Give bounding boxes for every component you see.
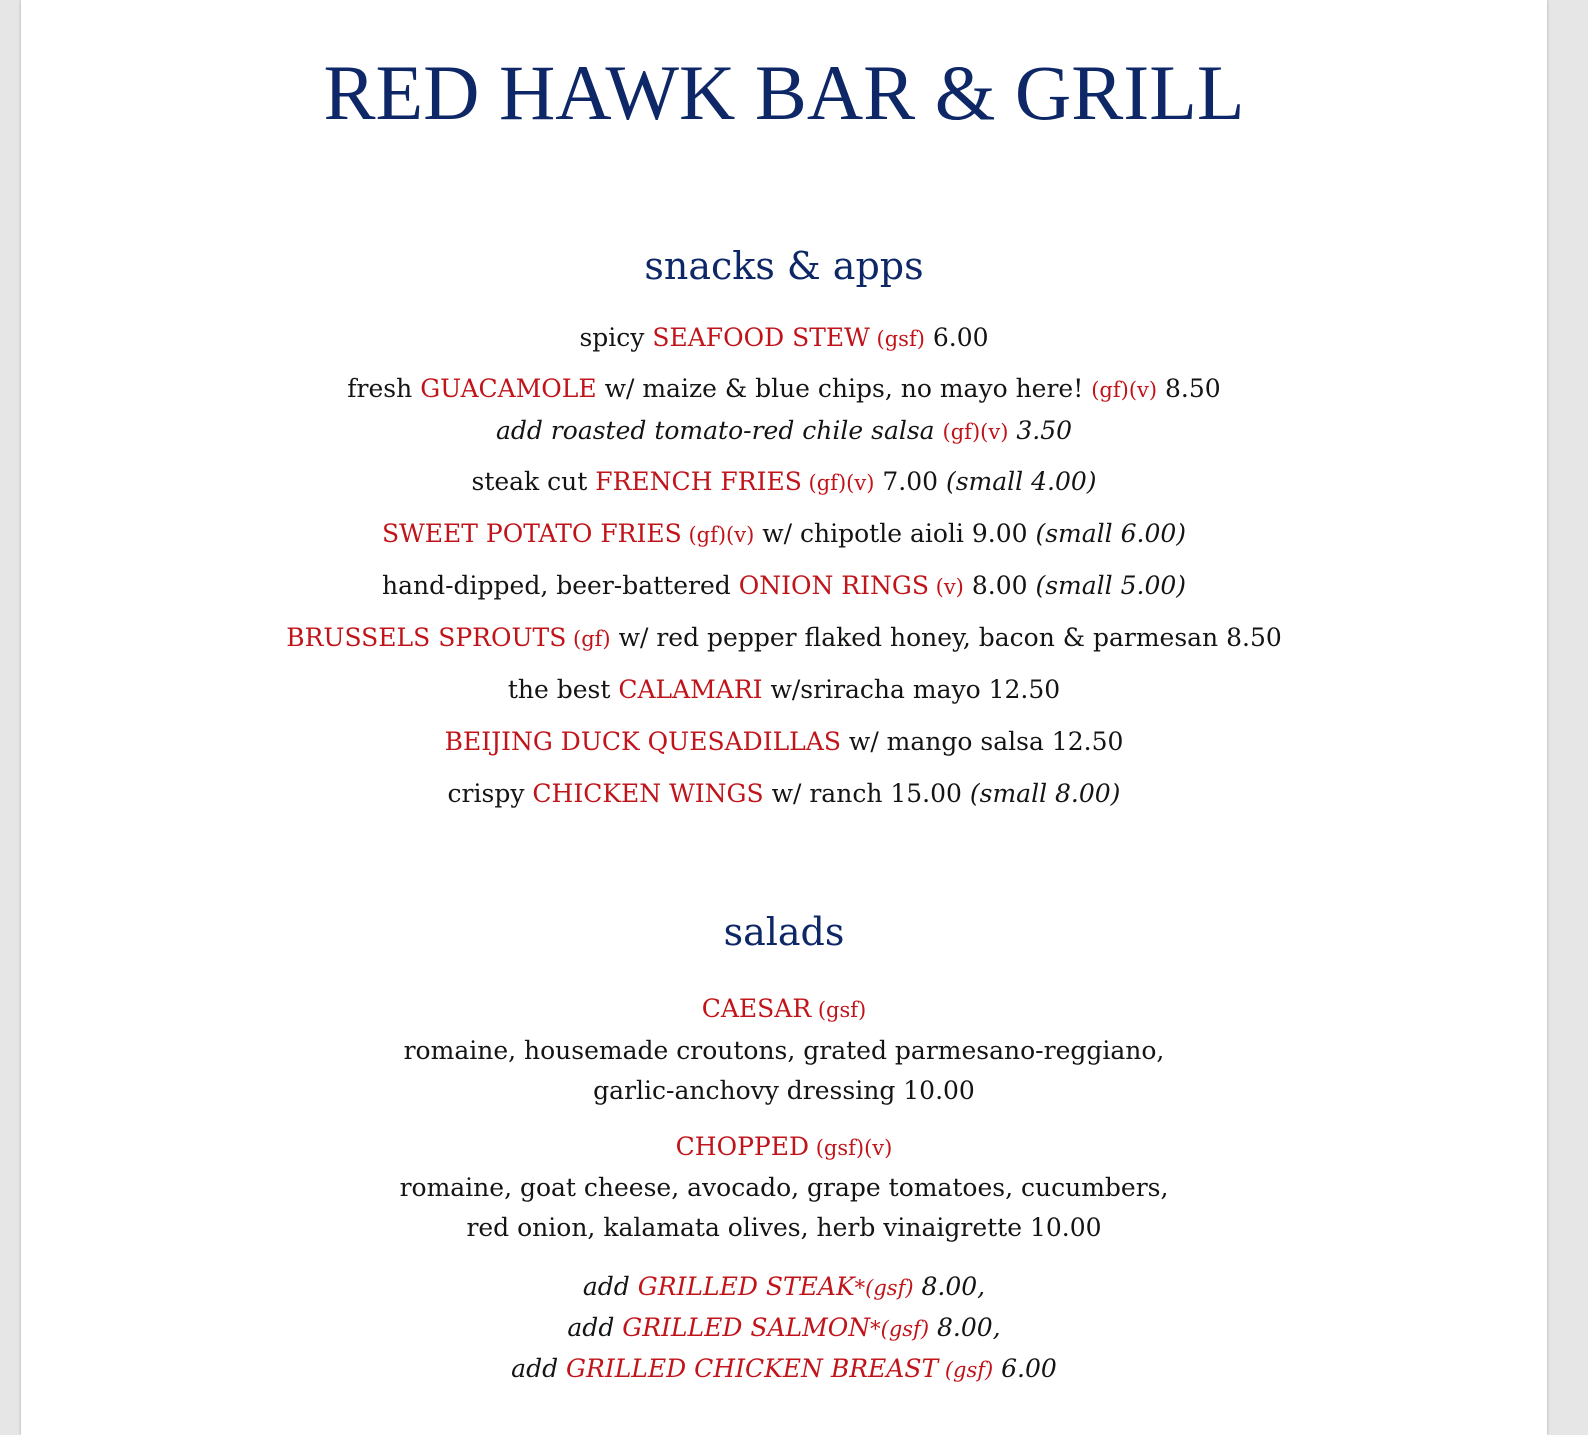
menu-item-onion-rings: hand-dipped, beer-battered ONION RINGS (v) 8.00 (small 5.00) [381,571,1187,600]
menu-item-caesar-desc-1: romaine, housemade croutons, grated parmesano-reggiano, [403,1036,1165,1065]
menu-item-caesar-desc-2: garlic-anchovy dressing 10.00 [593,1076,975,1105]
menu-addon-grilled-steak: add GRILLED STEAK*(gsf) 8.00, [582,1272,986,1301]
section-heading-salads: salads [723,910,845,954]
menu-item-sweet-potato-fries: SWEET POTATO FRIES (gf)(v) w/ chipotle aioli 9.00 (small 6.00) [381,519,1187,548]
restaurant-title: RED HAWK BAR & GRILL [323,49,1245,136]
menu-item-chopped-desc-2: red onion, kalamata olives, herb vinaigrette 10.00 [466,1213,1102,1242]
menu-item-seafood-stew: spicy SEAFOOD STEW (gsf) 6.00 [579,323,989,352]
menu-addon-grilled-chicken: add GRILLED CHICKEN BREAST (gsf) 6.00 [511,1354,1057,1383]
menu-item-calamari: the best CALAMARI w/sriracha mayo 12.50 [507,675,1061,704]
menu-item-duck-quesadillas: BEIJING DUCK QUESADILLAS w/ mango salsa 12.50 [444,727,1124,756]
menu-item-brussels-sprouts: BRUSSELS SPROUTS (gf) w/ red pepper flaked honey, bacon & parmesan 8.50 [286,623,1282,652]
menu-addon-salsa: add roasted tomato-red chile salsa (gf)(v) 3.50 [495,416,1073,445]
section-heading-snacks: snacks & apps [644,244,924,288]
menu-item-caesar: CAESAR (gsf) [701,994,867,1023]
menu-item-chopped-desc-1: romaine, goat cheese, avocado, grape tomatoes, cucumbers, [399,1173,1169,1202]
menu-item-chopped: CHOPPED (gsf)(v) [675,1132,893,1161]
menu-page [21,0,1547,1435]
menu-item-chicken-wings: crispy CHICKEN WINGS w/ ranch 15.00 (small 8.00) [447,779,1121,808]
menu-addon-grilled-salmon: add GRILLED SALMON*(gsf) 8.00, [567,1313,1001,1342]
menu-item-guacamole: fresh GUACAMOLE w/ maize & blue chips, no mayo here! (gf)(v) 8.50 [347,374,1221,403]
menu-item-french-fries: steak cut FRENCH FRIES (gf)(v) 7.00 (small 4.00) [471,467,1097,496]
